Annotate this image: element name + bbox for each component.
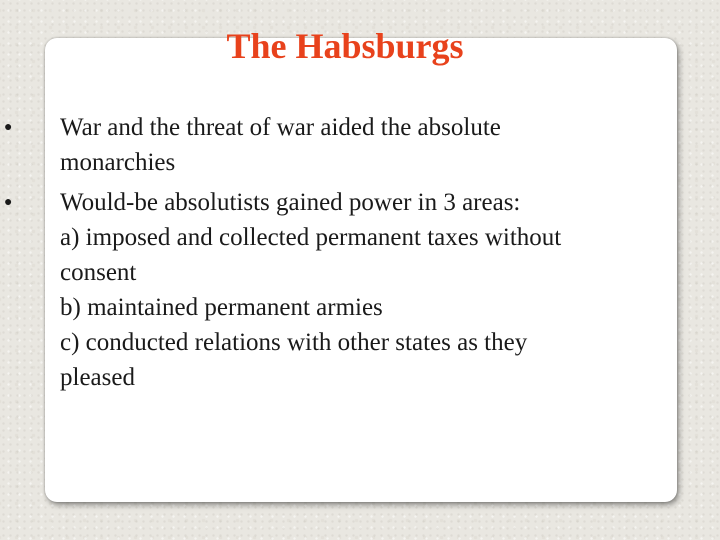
bullet-text-line: Would-be absolutists gained power in 3 areas: [60, 189, 521, 216]
bullet-icon: ● [4, 120, 13, 135]
bullet-text-line: pleased [60, 364, 135, 391]
bullet-list [0, 110, 660, 400]
bullet-text-line: a) imposed and collected permanent taxes without [60, 224, 562, 251]
bullet-item [0, 110, 660, 180]
bullet-text-line: monarchies [60, 149, 176, 176]
bullet-text-line: c) conducted relations with other states as they [60, 329, 528, 356]
bullet-icon: ● [4, 195, 13, 210]
bullet-text-line: consent [60, 259, 137, 286]
slide-title: The Habsburgs [226, 26, 464, 66]
bullet-text-line: b) maintained permanent armies [60, 294, 383, 321]
bullet-text-line: War and the threat of war aided the absolute [60, 114, 501, 141]
bullet-item [0, 185, 660, 395]
